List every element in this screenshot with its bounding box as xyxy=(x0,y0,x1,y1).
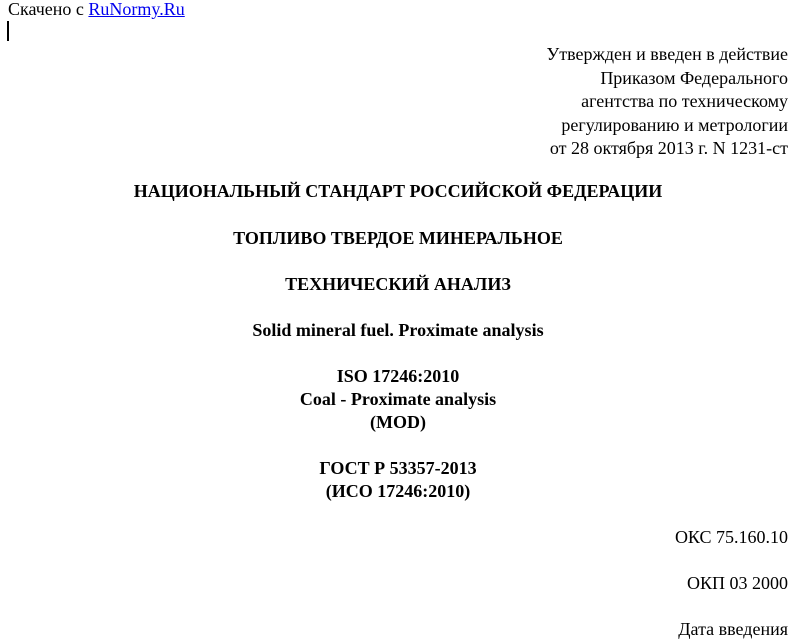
oks-code: ОКС 75.160.10 xyxy=(674,527,788,547)
gost-iso-ref: (ИСО 17246:2010) xyxy=(325,481,471,501)
date-label: Дата введения xyxy=(678,619,788,639)
iso-mod: (MOD) xyxy=(370,412,426,432)
approval-line: регулированию и метрологии xyxy=(561,114,788,135)
iso-name: Coal - Proximate analysis xyxy=(299,389,497,409)
standard-title: НАЦИОНАЛЬНЫЙ СТАНДАРТ РОССИЙСКОЙ ФЕДЕРАЦИИ xyxy=(133,181,663,201)
english-title: Solid mineral fuel. Proximate analysis xyxy=(252,320,544,340)
approval-line: от 28 октября 2013 г. N 1231-ст xyxy=(549,138,788,158)
approval-line: Утвержден и введен в действие xyxy=(546,44,788,64)
approval-block xyxy=(546,43,788,161)
source-link[interactable]: RuNormy.Ru xyxy=(88,0,185,19)
approval-line: Приказом Федерального xyxy=(600,67,788,88)
okp-code: ОКП 03 2000 xyxy=(686,573,788,593)
gost-code: ГОСТ Р 53357-2013 xyxy=(319,458,477,478)
subject-title: ТОПЛИВО ТВЕРДОЕ МИНЕРАЛЬНОЕ xyxy=(233,228,563,248)
approval-line: агентства по техническому xyxy=(581,91,788,111)
iso-code: ISO 17246:2010 xyxy=(336,366,460,386)
subtitle: ТЕХНИЧЕСКИЙ АНАЛИЗ xyxy=(285,274,511,294)
text-cursor xyxy=(7,21,9,41)
source-line xyxy=(8,0,185,21)
source-prefix: Скачено с xyxy=(8,0,89,19)
